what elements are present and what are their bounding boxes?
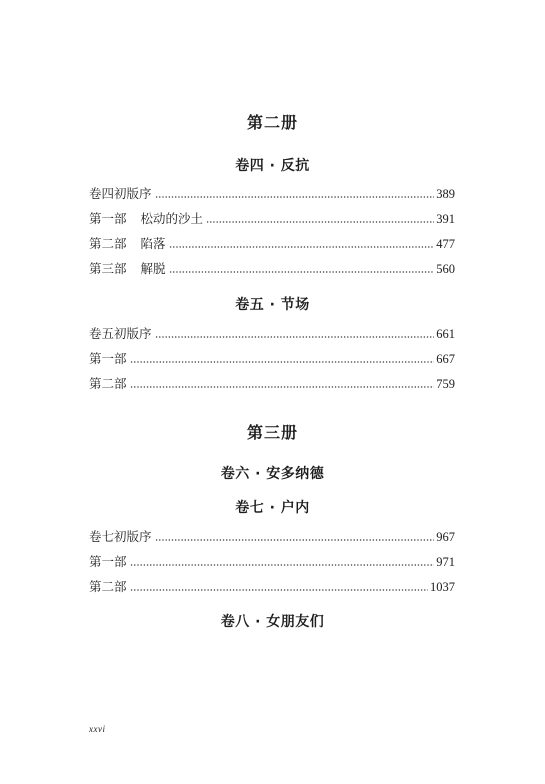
- toc-entry-label: 第一部: [89, 211, 127, 226]
- toc-entry[interactable]: [89, 186, 455, 202]
- dot-leader: [130, 564, 435, 566]
- toc-entry-label: 第二部: [89, 236, 127, 251]
- dot-leader: [130, 361, 435, 363]
- book-7-title: 卷七 · 户内: [235, 500, 310, 516]
- book-8-title: 卷八 · 女朋友们: [220, 614, 325, 630]
- toc-page-number: 1037: [430, 580, 455, 594]
- dot-leader: [206, 221, 434, 223]
- dot-leader: [169, 246, 435, 248]
- toc-entry[interactable]: [89, 579, 455, 595]
- toc-entry[interactable]: [89, 326, 455, 342]
- toc-page-number: 661: [436, 327, 455, 341]
- toc-entry[interactable]: [89, 211, 455, 227]
- toc-page-number: 389: [436, 187, 455, 201]
- toc-page-number: 759: [436, 377, 455, 391]
- toc-entry-label: 第二部: [89, 376, 127, 391]
- dot-leader: [130, 589, 428, 591]
- dot-leader: [155, 539, 435, 541]
- toc-entry-label: 第一部: [89, 554, 127, 569]
- toc-entry-label: 卷四初版序: [89, 186, 152, 201]
- toc-entry[interactable]: [89, 376, 455, 392]
- toc-entry[interactable]: [89, 554, 455, 570]
- book-6-title: 卷六 · 安多纳德: [220, 466, 325, 482]
- dot-leader: [169, 271, 435, 273]
- toc-page-number: 391: [436, 212, 455, 226]
- toc-entry-label: 卷七初版序: [89, 529, 152, 544]
- page-folio: xxvi: [89, 724, 106, 734]
- toc-entry[interactable]: [89, 351, 455, 367]
- toc-entry-subtitle: 松动的沙土: [140, 211, 204, 226]
- toc-entry-subtitle: 解脱: [140, 261, 166, 276]
- book-4-title: 卷四 · 反抗: [235, 158, 310, 174]
- toc-entry-label: 卷五初版序: [89, 326, 152, 341]
- toc-page-number: 477: [436, 237, 455, 251]
- dot-leader: [130, 386, 435, 388]
- volume-3-title: 第三册: [246, 423, 298, 442]
- toc-page-number: 560: [436, 262, 455, 276]
- volume-2-title: 第二册: [246, 113, 298, 132]
- toc-entry-subtitle: 陷落: [140, 236, 166, 251]
- toc-entry-label: 第三部: [89, 261, 127, 276]
- toc-entry[interactable]: [89, 529, 455, 545]
- toc-entry-label: 第二部: [89, 579, 127, 594]
- toc-page-number: 971: [436, 555, 455, 569]
- dot-leader: [155, 336, 435, 338]
- toc-entry[interactable]: [89, 236, 455, 252]
- toc-entry-label: 第一部: [89, 351, 127, 366]
- toc-page-number: 967: [436, 530, 455, 544]
- dot-leader: [155, 196, 435, 198]
- toc-page-number: 667: [436, 352, 455, 366]
- toc-entry[interactable]: [89, 261, 455, 277]
- book-5-title: 卷五 · 节场: [235, 297, 310, 313]
